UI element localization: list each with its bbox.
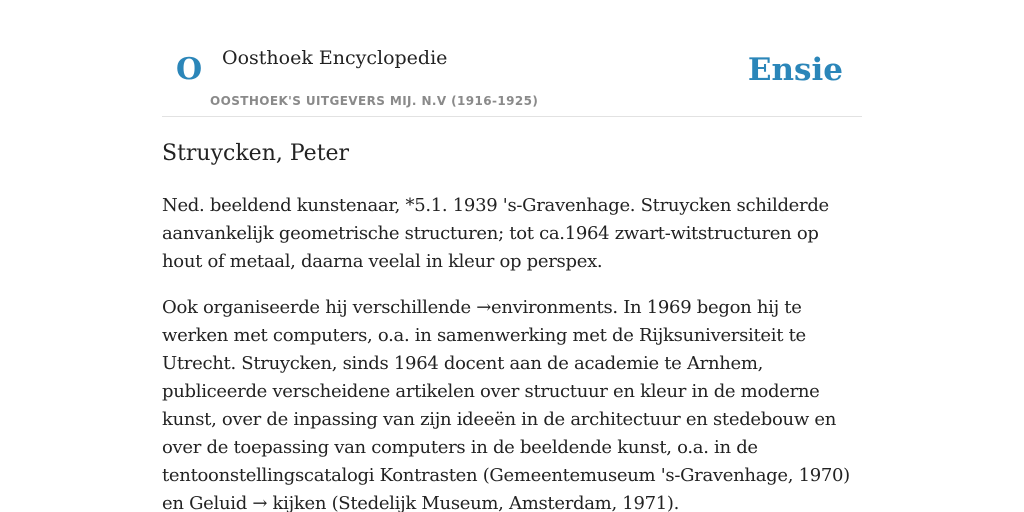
source-header: [162, 0, 862, 117]
source-title[interactable]: Oosthoek Encyclopedie: [222, 47, 448, 69]
source-subtitle: OOSTHOEK'S UITGEVERS MIJ. N.V (1916-1925): [210, 94, 539, 108]
article-paragraph: Ook organiseerde hij verschillende →environments. In 1969 begon hij te werken met computers, o.a. in samenwerking met de Rijksuniversiteit te Utrecht. Struycken, sinds 1964 docent aan de academie te Arnhem, publiceerde verscheidene artikelen over structuur en kleur in de moderne kunst, over de inpassing van zijn ideeën in de architectuur en stedebouw en over de toepassing van computers in de beeldende kunst, o.a. in de tentoonstellingscatalogi Kontrasten (Gemeentemuseum 's-Gravenhage, 1970) en Geluid → kijken (Stedelijk Museum, Amsterdam, 1971).: [162, 297, 850, 512]
article-body: [162, 192, 862, 512]
article-paragraph: Ned. beeldend kunstenaar, *5.1. 1939 's-Gravenhage. Struycken schilderde aanvankelijk geometrische structuren; tot ca.1964 zwart-witstructuren op hout of metaal, daarna veelal in kleur op perspex.: [162, 195, 829, 272]
brand-logo[interactable]: Ensie: [747, 52, 843, 88]
article-title: Struycken, Peter: [162, 141, 350, 166]
source-logo[interactable]: O: [176, 52, 203, 87]
